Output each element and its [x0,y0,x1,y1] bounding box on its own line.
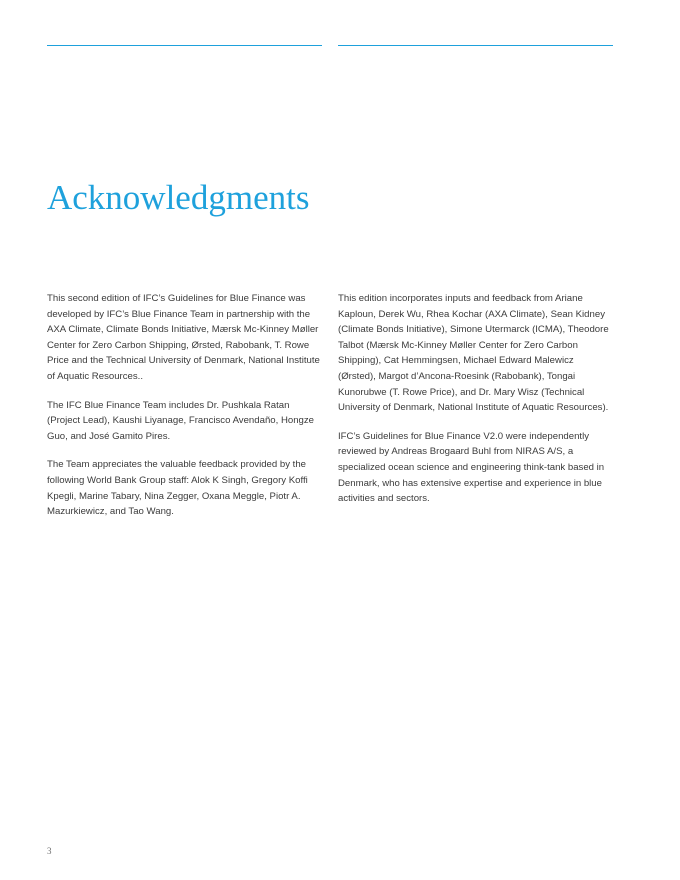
right-paragraph-2: IFC’s Guidelines for Blue Finance V2.0 were independently reviewed by Andreas Brogaard Buhl from NIRAS A/S, a specialized ocean science and engineering think-tank based in Denmark, who has extensive expertise and experience in blue activities and sectors. [338,430,605,505]
header-rule-left [47,45,322,46]
left-paragraph-3: The Team appreciates the valuable feedback provided by the following World Bank Group staff: Alok K Singh, Gregory Koffi Kpegli, Marine Tabary, Nina Zegger, Oxana Meggle, Piotr A. Mazurkiewicz, and Tao Wang. [47,459,308,518]
page-title: Acknowledgments [47,178,310,217]
page-number: 3 [47,846,52,856]
header-rule-right [338,45,613,46]
left-column [47,291,323,533]
left-paragraph-2: The IFC Blue Finance Team includes Dr. Pushkala Ratan (Project Lead), Kaushi Liyanage, Francisco Avendaño, Hongze Guo, and José Gamito Pires. [47,399,315,442]
left-paragraph-1: This second edition of IFC’s Guidelines for Blue Finance was developed by IFC’s Blue Finance Team in partnership with the AXA Climate, Climate Bonds Initiative, Mærsk Mc-Kinney Møller Center for Zero Carbon Shipping, Ørsted, Rabobank, T. Rowe Price and the Technical University of Denmark, National Institute of Aquatic Resources.. [47,293,320,382]
right-paragraph-1: This edition incorporates inputs and feedback from Ariane Kaploun, Derek Wu, Rhea Kochar (AXA Climate), Sean Kidney (Climate Bonds Initiative), Simone Utermarck (ICMA), Theodore Talbot (Mærsk Mc-Kinney Møller Center for Zero Carbon Shipping), Cat Hemmingsen, Michael Edward Malewicz (Ørsted), Margot d’Ancona-Roesink (Rabobank), Tongai Kunorubwe (T. Rowe Price), and Dr. Mary Wisz (Technical University of Denmark, National Institute of Aquatic Resources). [338,293,609,414]
right-column [338,291,614,520]
